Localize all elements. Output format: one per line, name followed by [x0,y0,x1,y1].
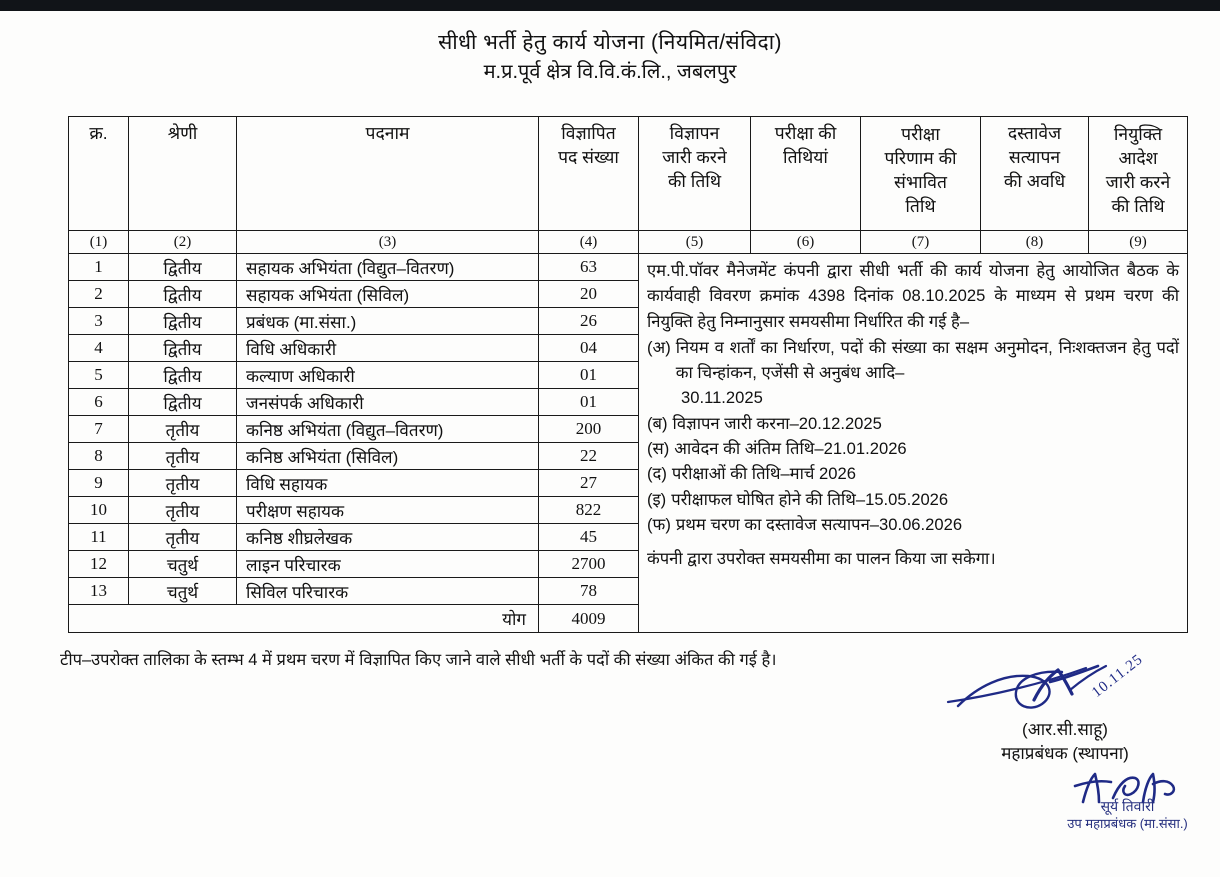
total-value: 4009 [539,605,639,633]
cell-category: तृतीय [129,524,237,551]
note-marker: (अ) [647,337,671,357]
header-line: श्रेणी [167,123,198,143]
cell-count: 01 [539,389,639,416]
notes-closing-line: कंपनी द्वारा उपरोक्त समयसीमा का पालन किया जा सकेगा। [647,549,996,569]
column-number: (7) [861,231,981,254]
cell-post: जनसंपर्क अधिकारी [237,389,539,416]
cell-post: परीक्षण सहायक [237,497,539,524]
cell-post: कनिष्ठ अभियंता (सिविल) [237,443,539,470]
header-line: दस्तावेज [1007,123,1062,143]
cell-sr: 13 [69,578,129,605]
header-line: पदनाम [365,123,410,143]
header-cell-exam-dates [751,117,861,231]
note-marker: (फ) [647,514,671,534]
header-line: की अवधि [1003,171,1066,191]
note-text: विज्ञापन जारी करना–20.12.2025 [672,413,882,433]
cell-post: सहायक अभियंता (विद्युत–वितरण) [237,254,539,281]
header-cell-category [129,117,237,231]
cell-category: द्वितीय [129,389,237,416]
header-line: संभावित [894,172,947,192]
cell-sr: 7 [69,416,129,443]
cell-post: लाइन परिचारक [237,551,539,578]
table-column-number-row [69,231,1188,254]
header-cell-post [237,117,539,231]
cell-sr: 4 [69,335,129,362]
note-item-a [647,335,1179,386]
cell-post: सहायक अभियंता (सिविल) [237,281,539,308]
column-number: (6) [751,231,861,254]
signature-block-primary [930,651,1200,766]
timeline-notes [647,258,1179,572]
cell-sr: 1 [69,254,129,281]
header-line: नियुक्ति [1113,124,1163,144]
header-line: परीक्षा [901,124,940,144]
header-line: परिणाम की [884,148,957,168]
cell-post: प्रबंधक (मा.संसा.) [237,308,539,335]
header-line: की तिथि [667,171,722,191]
cell-count: 822 [539,497,639,524]
cell-category: द्वितीय [129,281,237,308]
cell-count: 04 [539,335,639,362]
note-item-f [647,512,1179,537]
cell-category: द्वितीय [129,362,237,389]
note-item-a-date: 30.11.2025 [681,388,763,408]
cell-post: कनिष्ठ अभियंता (विद्युत–वितरण) [237,416,539,443]
column-number: (8) [981,231,1089,254]
note-text: आवेदन की अंतिम तिथि–21.01.2026 [674,439,907,459]
header-cell-result-date [861,117,981,231]
header-line: तिथि [905,196,936,216]
note-item-c [647,436,1179,461]
cell-count: 78 [539,578,639,605]
header-line: सत्यापन [1008,147,1061,167]
note-item-d [647,461,1179,486]
title-line-1: सीधी भर्ती हेतु कार्य योजना (नियमित/संविदा) [438,31,782,54]
signature-date-annotation: 10.11.25 [1089,651,1147,701]
column-number: (4) [539,231,639,254]
header-line: की तिथि [1111,196,1165,216]
column-number: (2) [129,231,237,254]
column-number: (5) [639,231,751,254]
cell-sr: 3 [69,308,129,335]
header-cell-appointment-order [1089,117,1188,231]
cell-category: द्वितीय [129,308,237,335]
timeline-notes-cell [639,254,1188,633]
signature-mark-primary [930,651,1200,718]
cell-sr: 10 [69,497,129,524]
header-line: विज्ञापित [561,123,616,143]
cell-count: 200 [539,416,639,443]
cell-sr: 11 [69,524,129,551]
signatory-name-primary: (आर.सी.साहू) [1022,720,1108,739]
note-item-e [647,487,1179,512]
header-line: क्र. [89,123,108,143]
header-line: जारी करने [662,147,727,167]
signatory-designation-primary: महाप्रबंधक (स्थापना) [1001,744,1129,763]
cell-count: 2700 [539,551,639,578]
cell-sr: 5 [69,362,129,389]
header-line: पद संख्या [558,147,619,167]
header-line: जारी करने [1105,172,1171,192]
cell-count: 45 [539,524,639,551]
note-marker: (ब) [647,413,668,433]
cell-sr: 9 [69,470,129,497]
cell-category: द्वितीय [129,335,237,362]
cell-category: तृतीय [129,416,237,443]
title-line-2: म.प्र.पूर्व क्षेत्र वि.वि.कं.लि., जबलपुर [483,61,737,83]
cell-category: चतुर्थ [129,578,237,605]
header-cell-advertised-posts [539,117,639,231]
header-cell-sr [69,117,129,231]
column-number: (3) [237,231,539,254]
cell-category: चतुर्थ [129,551,237,578]
cell-count: 27 [539,470,639,497]
header-cell-ad-issue-date [639,117,751,231]
column-number: (9) [1089,231,1188,254]
header-line: विज्ञापन [669,123,720,143]
note-marker: (इ) [647,489,667,509]
cell-post: विधि अधिकारी [237,335,539,362]
cell-count: 26 [539,308,639,335]
footnote-text: टीप–उपरोक्त तालिका के स्तम्भ 4 में प्रथम चरण में विज्ञापित किए जाने वाले सीधी भर्ती के पदों की संख्या अंकित की गई है। [60,651,777,669]
note-text: प्रथम चरण का दस्तावेज सत्यापन–30.06.2026 [675,514,963,534]
cell-count: 01 [539,362,639,389]
cell-sr: 8 [69,443,129,470]
note-marker: (द) [647,464,667,484]
note-text: परीक्षाओं की तिथि–मार्च 2026 [671,464,856,484]
note-marker: (स) [647,439,670,459]
signature-block-secondary [1035,772,1220,839]
header-line: तिथियां [783,147,828,167]
cell-count: 63 [539,254,639,281]
cell-post: कल्याण अधिकारी [237,362,539,389]
note-item-b [647,411,1179,436]
cell-sr: 2 [69,281,129,308]
top-dark-band [0,0,1220,11]
cell-category: द्वितीय [129,254,237,281]
note-text: नियम व शर्तों का निर्धारण, पदों की संख्या का सक्षम अनुमोदन, निःशक्तजन हेतु पदों का चिन्हांकन, एजेंसी से अनुबंध आदि– [675,337,1179,383]
table-row [69,254,1188,281]
header-cell-document-verification [981,117,1089,231]
document-title [0,28,1220,87]
note-text: परीक्षाफल घोषित होने की तिथि–15.05.2026 [671,489,949,509]
cell-post: कनिष्ठ शीघ्रलेखक [237,524,539,551]
signatory-name-secondary: सूर्य तिवारी [1100,798,1155,814]
header-line: आदेश [1118,148,1158,168]
cell-sr: 12 [69,551,129,578]
cell-category: तृतीय [129,470,237,497]
notes-intro-paragraph: एम.पी.पॉवर मैनेजमेंट कंपनी द्वारा सीधी भर्ती की कार्य योजना हेतु आयोजित बैठक के कार्यवाही विवरण क्रमांक 4398 दिनांक 08.10.2025 के माध्यम से प्रथम चरण की नियुक्ति हेतु निम्नानुसार समयसीमा निर्धारित की गई है– [647,261,1179,331]
cell-count: 22 [539,443,639,470]
total-label: योग [69,605,539,633]
recruitment-table [68,116,1188,633]
cell-post: विधि सहायक [237,470,539,497]
cell-category: तृतीय [129,497,237,524]
cell-post: सिविल परिचारक [237,578,539,605]
recruitment-table-wrapper [68,116,1187,633]
header-line: परीक्षा की [774,123,837,143]
cell-count: 20 [539,281,639,308]
table-header-row [69,117,1188,231]
cell-sr: 6 [69,389,129,416]
column-number: (1) [69,231,129,254]
signatory-designation-secondary: उप महाप्रबंधक (मा.संसा.) [1067,816,1188,831]
cell-category: तृतीय [129,443,237,470]
